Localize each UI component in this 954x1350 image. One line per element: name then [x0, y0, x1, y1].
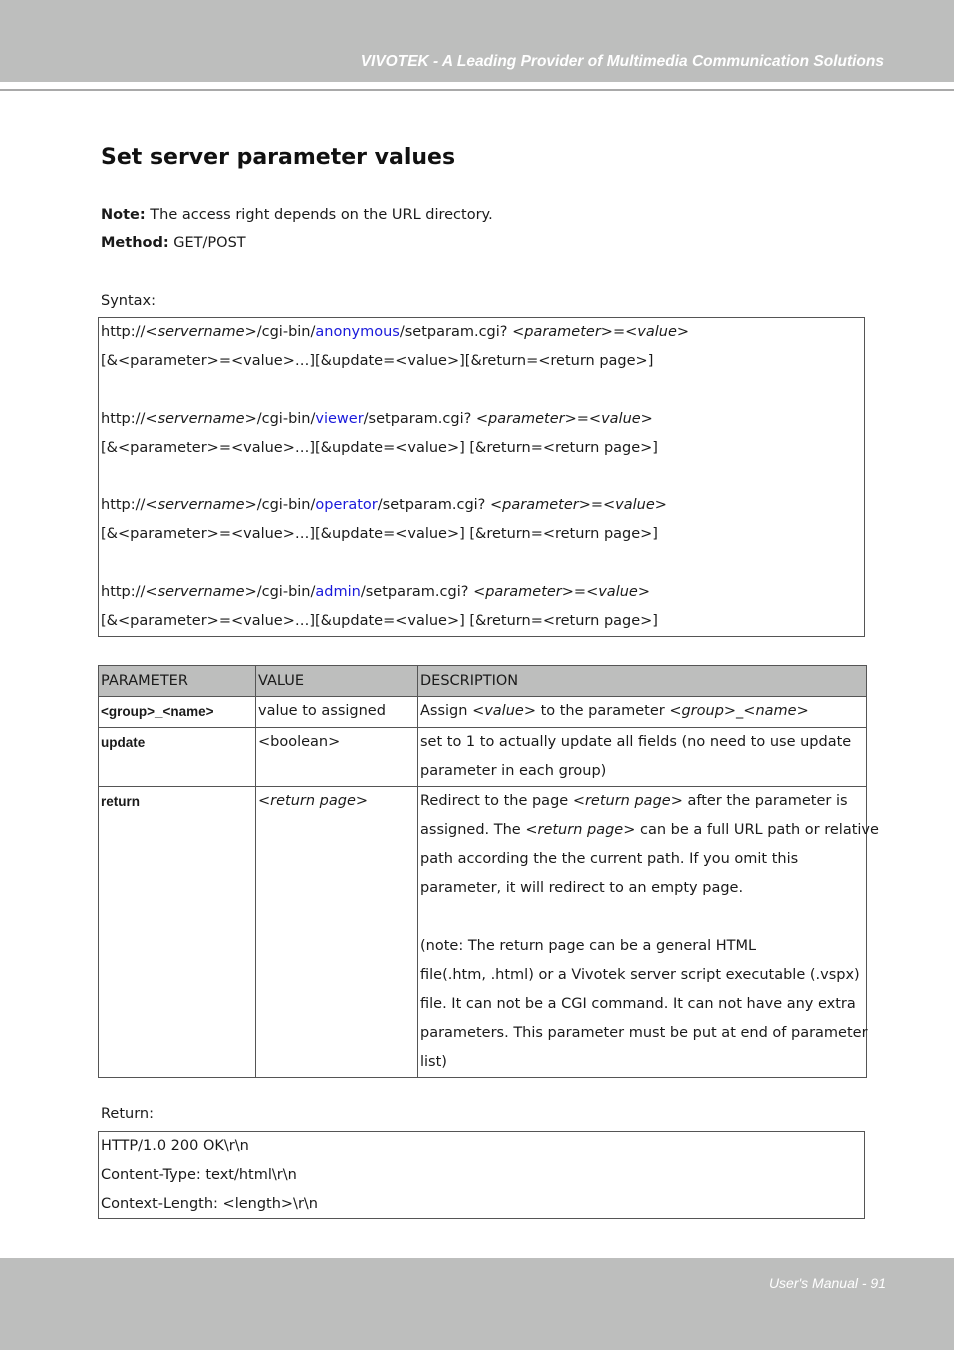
param-description [418, 697, 867, 728]
header-parameter: PARAMETER [99, 666, 256, 697]
param-value-italic: <return page> [258, 793, 369, 809]
url-script: /setparam.cgi? [360, 584, 474, 600]
return-line: Content-Type: text/html\r\n [101, 1167, 297, 1183]
footer-band [0, 1258, 954, 1350]
param-value: value to assigned [256, 697, 418, 728]
description-line: Redirect to the page <return page> after the parameter is [420, 793, 848, 809]
syntax-args-line: [&<parameter>=<value>…][&update=<value>] [&return=<return page>] [101, 613, 658, 629]
url-cgi-bin: /cgi-bin/ [256, 497, 316, 513]
syntax-url-line [101, 409, 653, 429]
description-line: path according the the current path. If you omit this [420, 851, 799, 867]
url-servername: <servername> [145, 411, 257, 427]
parameter-table [98, 665, 879, 1078]
url-value: <value> [603, 497, 667, 513]
param-description [418, 728, 867, 787]
description-line: list) [420, 1054, 447, 1070]
header-divider [0, 89, 954, 91]
description-line: Assign <value> to the parameter <group>_<name> [420, 703, 809, 719]
param-name [99, 787, 256, 1078]
url-parameter: <parameter> [512, 324, 613, 340]
param-value: <boolean> [256, 728, 418, 787]
syntax-args-line: [&<parameter>=<value>…][&update=<value>] [&return=<return page>] [101, 440, 658, 456]
url-script: /setparam.cgi? [399, 324, 513, 340]
param-value [256, 787, 418, 1078]
return-line: Context-Length: <length>\r\n [101, 1196, 318, 1212]
table-header-row [99, 666, 867, 697]
url-prefix: http:// [101, 411, 146, 427]
table-row [99, 728, 867, 787]
url-directory: viewer [315, 411, 364, 427]
url-cgi-bin: /cgi-bin/ [256, 411, 316, 427]
method-text: GET/POST [168, 235, 246, 251]
url-directory: operator [315, 497, 378, 513]
param-update: update [101, 735, 146, 750]
url-parameter: <parameter> [475, 411, 577, 427]
param-name [99, 697, 256, 728]
url-value: <value> [588, 411, 653, 427]
syntax-label: Syntax: [101, 293, 157, 309]
description-line [420, 903, 864, 932]
syntax-url-line [101, 322, 689, 342]
url-cgi-bin: /cgi-bin/ [256, 584, 316, 600]
url-equals: = [612, 324, 626, 340]
description-line: file(.htm, .html) or a Vivotek server script executable (.vspx) [420, 967, 860, 983]
url-parameter: <parameter> [473, 584, 574, 600]
url-prefix: http:// [101, 324, 146, 340]
url-equals: = [590, 497, 604, 513]
url-script: /setparam.cgi? [363, 411, 476, 427]
description-line: parameters. This parameter must be put at end of parameter [420, 1025, 868, 1041]
table-row [99, 787, 867, 1078]
syntax-url-line [101, 582, 650, 602]
description-line: set to 1 to actually update all fields (no need to use update [420, 734, 852, 750]
footer-page-number: User's Manual - 91 [768, 1275, 886, 1291]
return-label: Return: [101, 1106, 155, 1122]
syntax-args-line: [&<parameter>=<value>…][&update=<value>] [&return=<return page>] [101, 526, 658, 542]
description-line: file. It can not be a CGI command. It can not have any extra [420, 996, 856, 1012]
description-line: parameter, it will redirect to an empty page. [420, 880, 744, 896]
page-title: Set server parameter values [101, 145, 456, 170]
header-title: VIVOTEK - A Leading Provider of Multimedia Communication Solutions [360, 53, 884, 70]
url-equals: = [573, 584, 587, 600]
table-row [99, 697, 867, 728]
param-group-name: <group>_<name> [101, 704, 214, 719]
url-servername: <servername> [145, 584, 257, 600]
url-prefix: http:// [101, 584, 146, 600]
param-name [99, 728, 256, 787]
description-line: parameter in each group) [420, 763, 607, 779]
note-text: The access right depends on the URL directory. [145, 207, 493, 223]
header-description: DESCRIPTION [418, 666, 867, 697]
url-equals: = [576, 411, 589, 427]
syntax-args-line: [&<parameter>=<value>…][&update=<value>][&return=<return page>] [101, 353, 654, 369]
note-line [101, 207, 493, 223]
url-directory: anonymous [315, 324, 400, 340]
url-value: <value> [586, 584, 650, 600]
param-return: return [101, 794, 141, 809]
url-script: /setparam.cgi? [377, 497, 490, 513]
url-cgi-bin: /cgi-bin/ [256, 324, 316, 340]
syntax-box [98, 317, 865, 637]
url-directory: admin [315, 584, 361, 600]
url-servername: <servername> [145, 324, 257, 340]
note-label: Note: [101, 207, 146, 223]
description-line: (note: The return page can be a general HTML [420, 938, 757, 954]
url-value: <value> [625, 324, 690, 340]
url-parameter: <parameter> [490, 497, 591, 513]
return-line: HTTP/1.0 200 OK\r\n [101, 1138, 249, 1154]
description-line: assigned. The <return page> can be a full URL path or relative [420, 822, 879, 838]
header-value: VALUE [256, 666, 418, 697]
param-description [418, 787, 879, 1078]
method-line [101, 235, 246, 251]
syntax-url-line [101, 495, 667, 515]
url-servername: <servername> [145, 497, 257, 513]
return-box [98, 1131, 865, 1219]
url-prefix: http:// [101, 497, 146, 513]
method-label: Method: [101, 235, 169, 251]
